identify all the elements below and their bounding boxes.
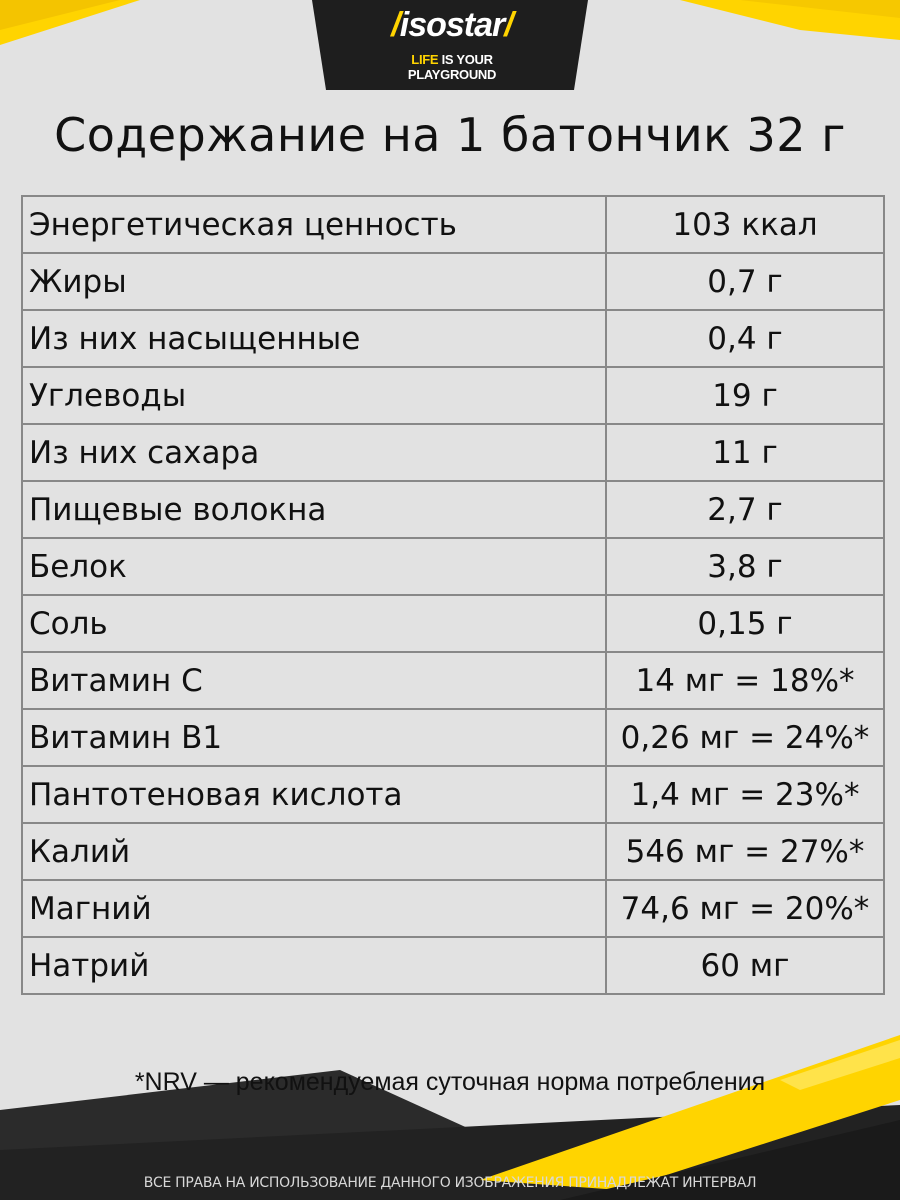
table-row — [22, 310, 884, 367]
nutrient-name: Из них сахара — [22, 424, 606, 481]
nutrient-value: 0,7 г — [606, 253, 884, 310]
table-row — [22, 823, 884, 880]
nutrient-value: 14 мг = 18%* — [606, 652, 884, 709]
nutrient-value: 11 г — [606, 424, 884, 481]
logo-wordmark: /isostar/ — [391, 6, 513, 44]
nutrient-value: 1,4 мг = 23%* — [606, 766, 884, 823]
table-row — [22, 196, 884, 253]
table-row — [22, 424, 884, 481]
nutrient-name: Углеводы — [22, 367, 606, 424]
nutrient-name: Из них насыщенные — [22, 310, 606, 367]
nutrient-name: Витамин С — [22, 652, 606, 709]
logo-slogan: LIFE IS YOUR PLAYGROUND — [407, 52, 497, 82]
table-row — [22, 538, 884, 595]
nutrient-name: Калий — [22, 823, 606, 880]
nutrition-table — [21, 195, 885, 995]
nutrient-name: Витамин В1 — [22, 709, 606, 766]
copyright-notice: ВСЕ ПРАВА НА ИСПОЛЬЗОВАНИЕ ДАННОГО ИЗОБРАЖЕНИЯ ПРИНАДЛЕЖАТ ИНТЕРВАЛ — [143, 1175, 757, 1191]
page-title: Содержание на 1 батончик 32 г — [54, 108, 846, 162]
nutrient-value: 103 ккал — [606, 196, 884, 253]
table-row — [22, 253, 884, 310]
nutrient-value: 19 г — [606, 367, 884, 424]
table-row — [22, 481, 884, 538]
nrv-footnote: *NRV — рекомендуемая суточная норма потребления — [134, 1068, 766, 1096]
nutrient-value: 546 мг = 27%* — [606, 823, 884, 880]
brand-logo — [312, 0, 588, 90]
nutrient-name: Пантотеновая кислота — [22, 766, 606, 823]
nutrient-name: Магний — [22, 880, 606, 937]
nutrient-value: 74,6 мг = 20%* — [606, 880, 884, 937]
nutrient-value: 3,8 г — [606, 538, 884, 595]
nutrient-name: Пищевые волокна — [22, 481, 606, 538]
nutrient-name: Жиры — [22, 253, 606, 310]
table-row — [22, 652, 884, 709]
nutrient-name: Натрий — [22, 937, 606, 994]
nutrient-value: 60 мг — [606, 937, 884, 994]
table-row — [22, 595, 884, 652]
nutrient-value: 0,4 г — [606, 310, 884, 367]
nutrient-value: 0,15 г — [606, 595, 884, 652]
table-row — [22, 709, 884, 766]
table-row — [22, 766, 884, 823]
nutrient-name: Энергетическая ценность — [22, 196, 606, 253]
table-row — [22, 367, 884, 424]
nutrient-name: Белок — [22, 538, 606, 595]
nutrient-value: 0,26 мг = 24%* — [606, 709, 884, 766]
table-row — [22, 880, 884, 937]
nutrient-name: Соль — [22, 595, 606, 652]
nutrient-value: 2,7 г — [606, 481, 884, 538]
table-row — [22, 937, 884, 994]
